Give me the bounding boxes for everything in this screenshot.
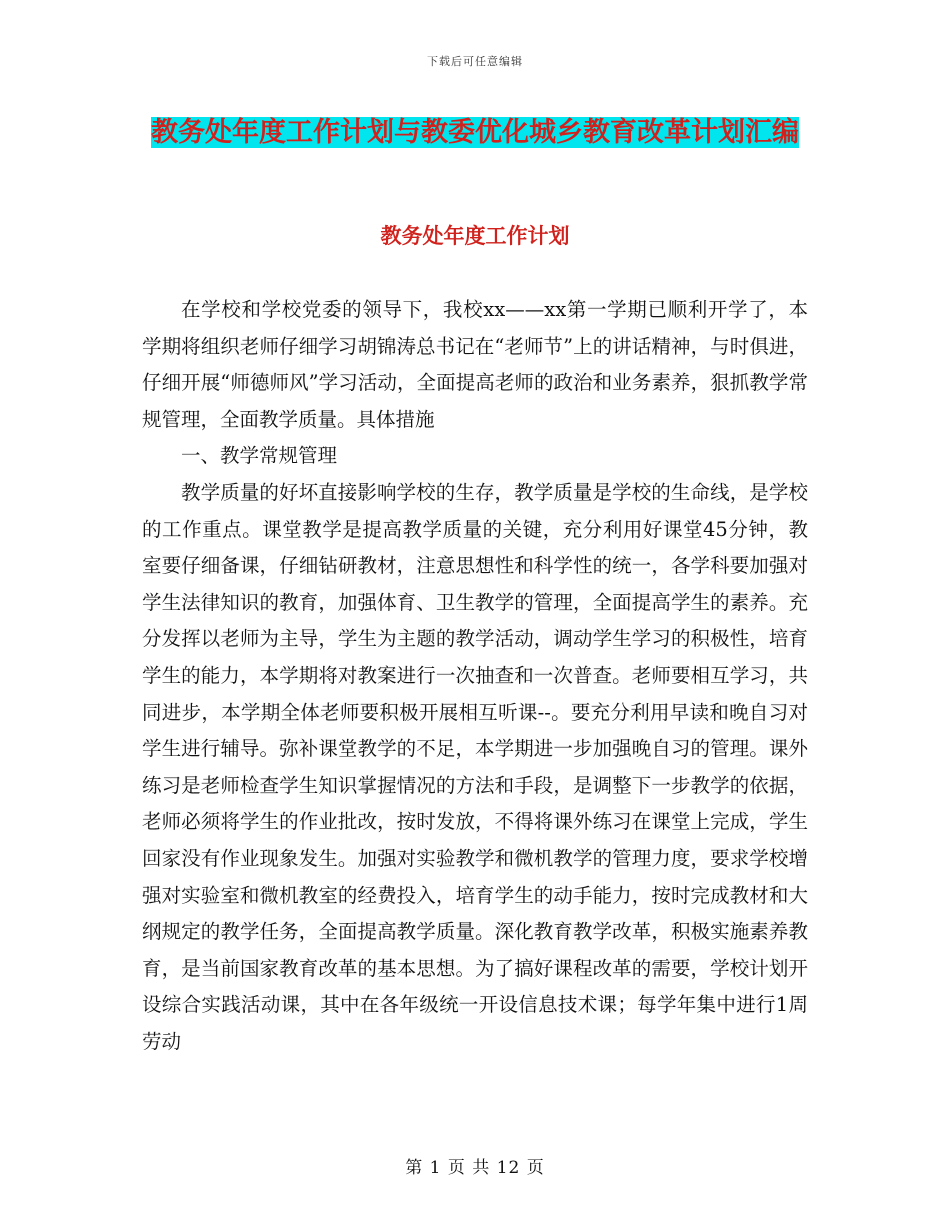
header-note: 下载后可任意编辑 (427, 55, 523, 68)
paragraph-teaching: 教学质量的好坏直接影响学校的生存，教学质量是学校的生命线，是学校的工作重点。课堂教学是提高教学质量的关键，充分利用好课堂45分钟，教室要仔细备课，仔细钻研教材，注意思想性和科学性的统一，各学科要加强对学生法律知识的教育，加强体育、卫生教学的管理，全面提高学生的素养。充分发挥以老师为主导，学生为主题的教学活动，调动学生学习的积极性，培育学生的能力，本学期将对教案进行一次抽查和一次普查。老师要相互学习，共同进步，本学期全体老师要积极开展相互听课--。要充分利用早读和晚自习对学生进行辅导。弥补课堂教学的不足，本学期进一步加强晚自习的管理。课外练习是老师检查学生知识掌握情况的方法和手段，是调整下一步教学的依据，老师必须将学生的作业批改，按时发放，不得将课外练习在课堂上完成，学生回家没有作业现象发生。加强对实验教学和微机教学的管理力度，要求学校增强对实验室和微机教室的经费投入，培育学生的动手能力，按时完成教材和大纲规定的教学任务，全面提高教学质量。深化教育教学改革，积极实施素养教育，是当前国家教育改革的基本思想。为了搞好课程改革的需要，学校计划开设综合实践活动课，其中在各年级统一开设信息技术课；每学年集中进行1周劳动 (142, 480, 808, 1053)
main-title-text: 教务处年度工作计划与教委优化城乡教育改革计划汇编 (151, 117, 799, 148)
main-title (140, 108, 810, 158)
paragraph-intro: 在学校和学校党委的领导下，我校xx——xx第一学期已顺利开学了，本学期将组织老师仔细学习胡锦涛总书记在“老师节”上的讲话精神，与时俱进，仔细开展“师德师风”学习活动，全面提高老师的政治和业务素养，狠抓教学常规管理，全面教学质量。具体措施 (142, 298, 808, 431)
page-footer: 第 1 页 共 12 页 (405, 1158, 545, 1178)
body-text (142, 292, 808, 1060)
paragraph-heading: 一、教学常规管理 (181, 444, 338, 468)
section-title: 教务处年度工作计划 (380, 224, 570, 248)
